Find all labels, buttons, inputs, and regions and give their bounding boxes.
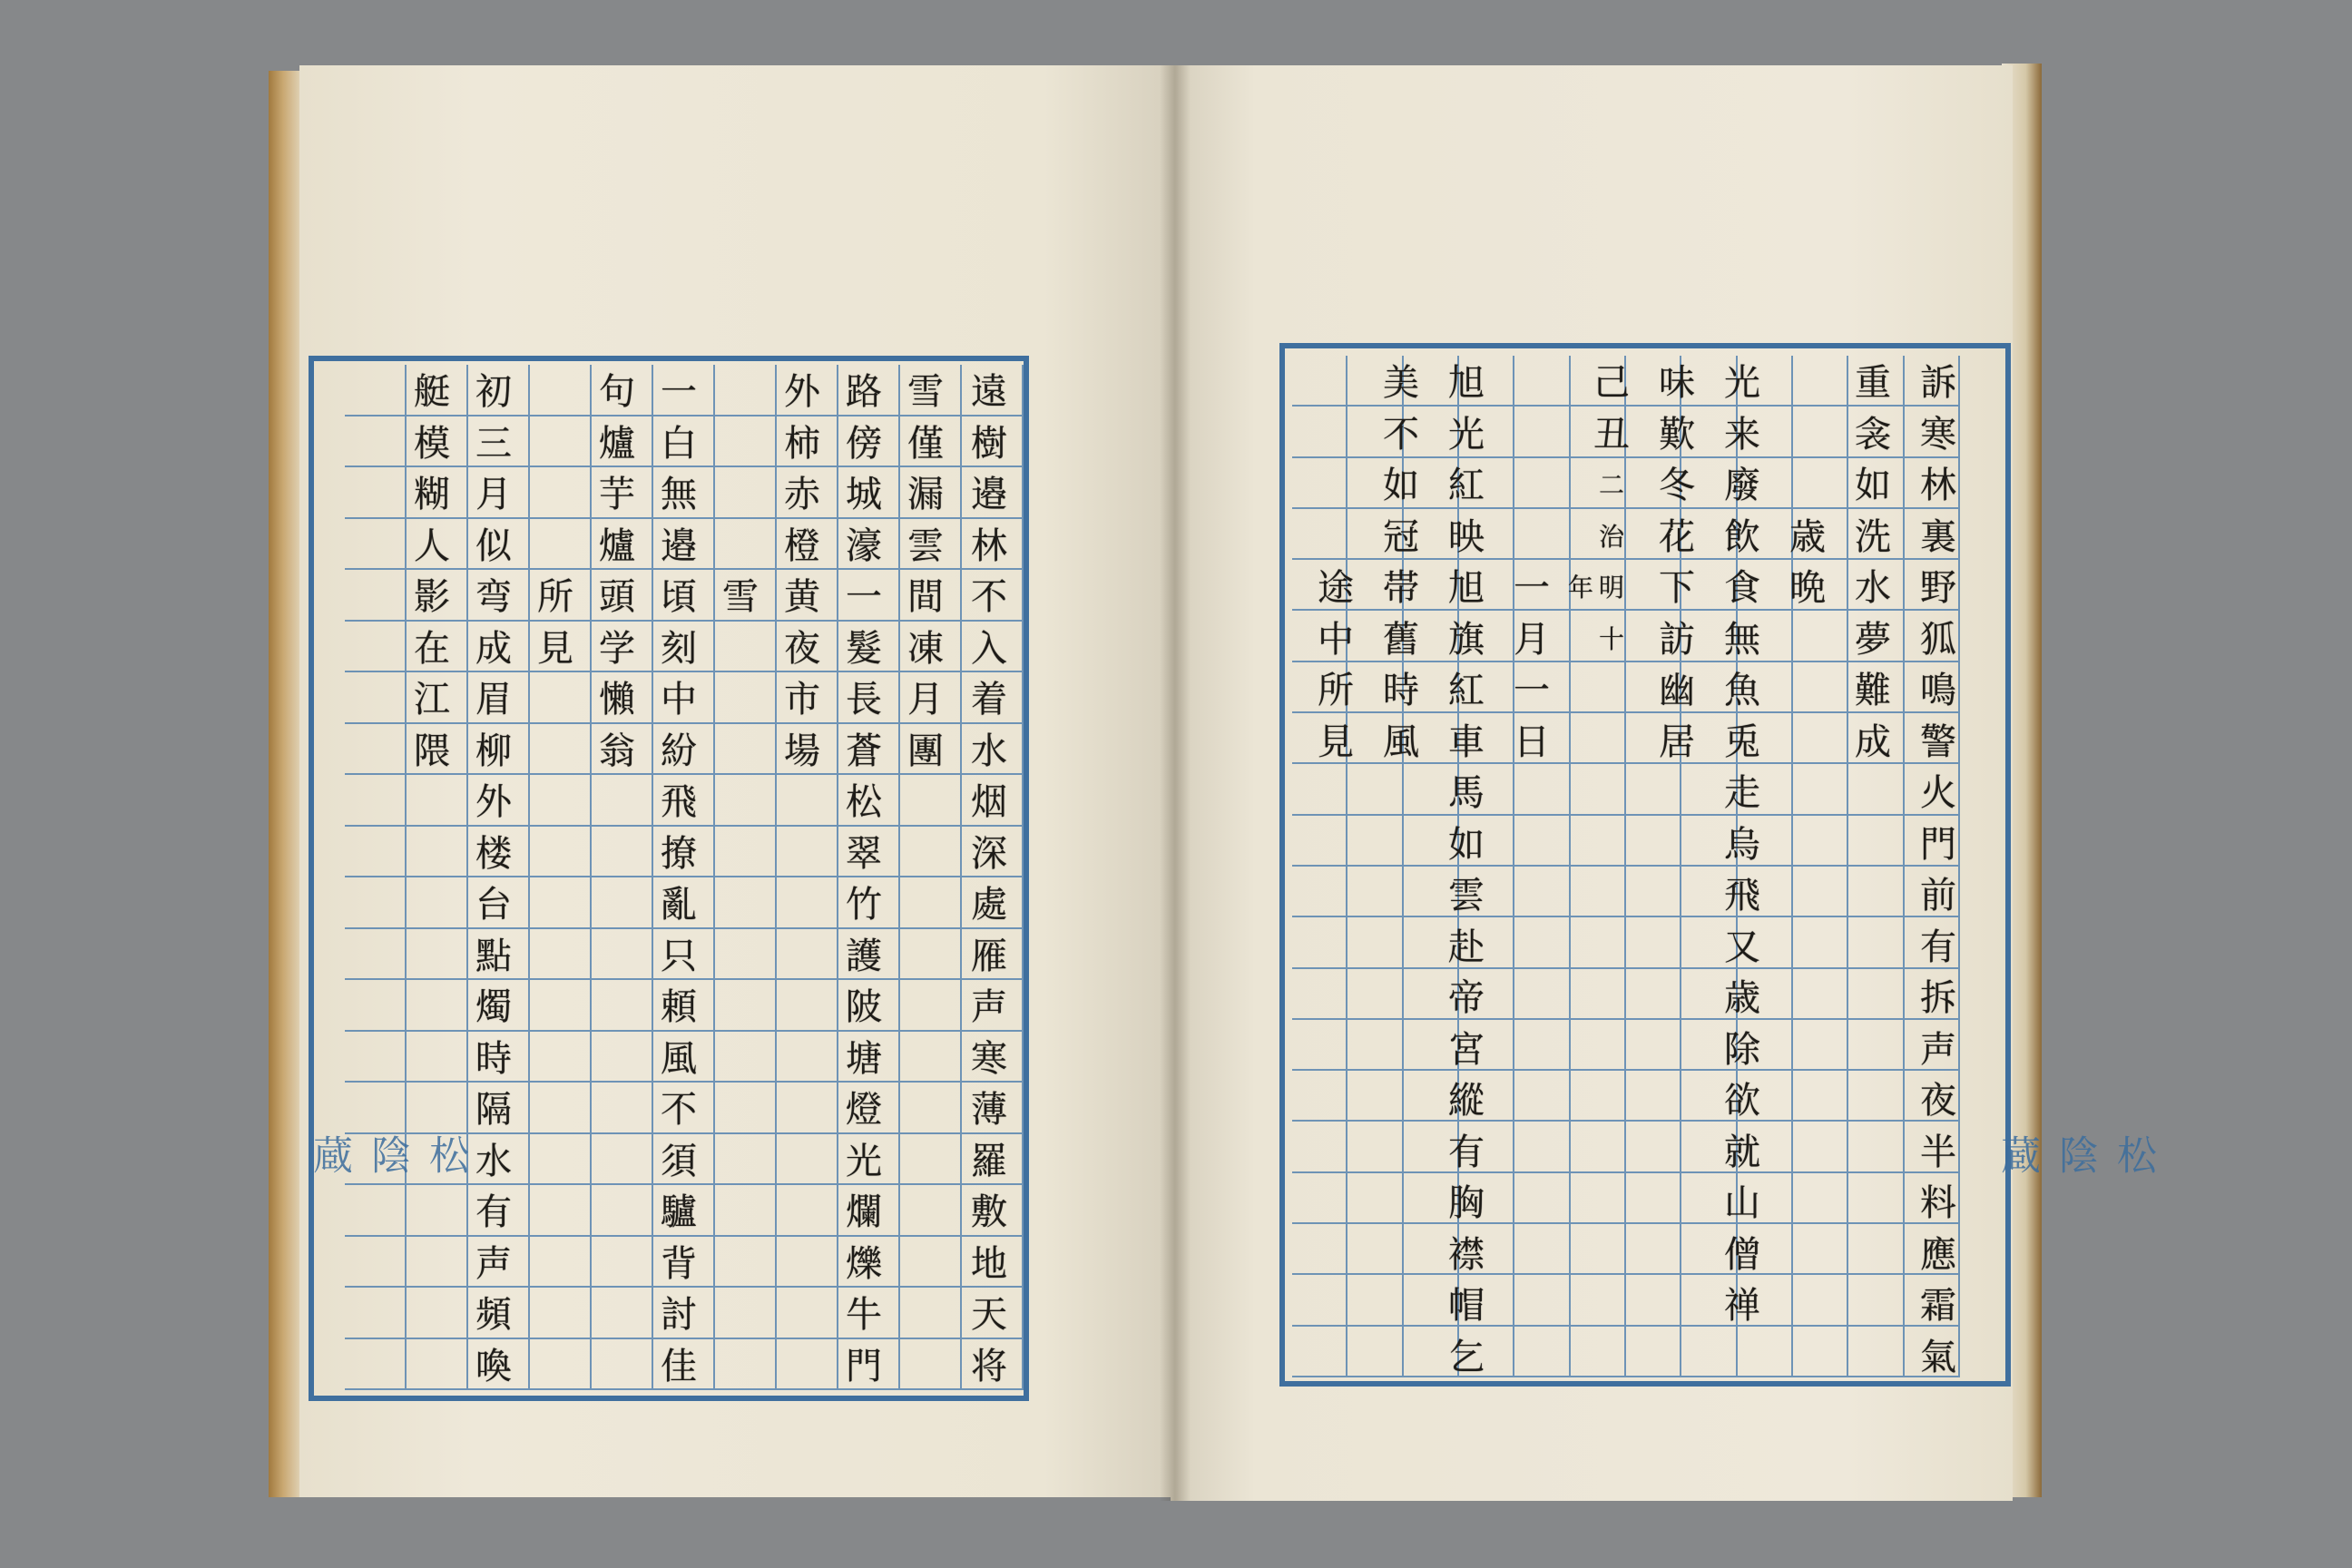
manuscript-character: 来 [1724, 413, 1760, 456]
manuscript-character: 成 [1855, 720, 1891, 763]
manuscript-character: 人 [414, 524, 450, 567]
manuscript-character: 難 [1855, 670, 1891, 711]
manuscript-character: 背 [661, 1242, 697, 1285]
left_page-column [534, 572, 577, 674]
manuscript-character: 魚 [1724, 670, 1760, 711]
left_page-column [410, 367, 454, 777]
manuscript-character: 馬 [1448, 772, 1485, 814]
manuscript-character: 途 [1318, 567, 1354, 609]
manuscript-character: 爐 [599, 422, 635, 465]
manuscript-character: 一 [1514, 670, 1550, 711]
manuscript-character: 凍 [907, 627, 944, 670]
manuscript-character: 帽 [1448, 1285, 1485, 1327]
manuscript-character: 日 [1514, 720, 1550, 763]
manuscript-character: 討 [661, 1294, 697, 1336]
manuscript-character: 縱 [1448, 1080, 1485, 1122]
manuscript-character: 雲 [1448, 875, 1485, 916]
manuscript-character: 柿 [784, 422, 820, 465]
manuscript-character: 声 [475, 1242, 512, 1285]
manuscript-character: 隔 [475, 1089, 512, 1131]
manuscript-character: 須 [661, 1140, 697, 1182]
manuscript-character: 江 [414, 679, 450, 720]
manuscript-character: 亂 [661, 884, 697, 926]
manuscript-character: 風 [661, 1037, 697, 1080]
manuscript-character: 入 [971, 627, 1007, 670]
left_page-column [472, 367, 515, 1392]
manuscript-character: 明 [1598, 573, 1624, 603]
manuscript-character: 飲 [1724, 515, 1760, 558]
manuscript-character: 所 [1318, 670, 1354, 711]
manuscript-character: 所 [537, 576, 573, 618]
manuscript-character: 爐 [599, 524, 635, 567]
manuscript-character: 市 [784, 679, 820, 720]
manuscript-character: 爍 [846, 1242, 882, 1285]
manuscript-character: 走 [1724, 772, 1760, 814]
manuscript-character: 宮 [1448, 1028, 1485, 1071]
manuscript-character: 頼 [661, 986, 697, 1028]
manuscript-character: 見 [537, 627, 573, 670]
manuscript-character: 三 [475, 422, 512, 465]
manuscript-character: 地 [971, 1242, 1007, 1285]
manuscript-character: 年 [1567, 573, 1593, 603]
manuscript-character: 佳 [661, 1345, 697, 1387]
manuscript-character: 狐 [1920, 618, 1956, 661]
manuscript-character: 糊 [414, 474, 450, 515]
manuscript-character: 橙 [784, 524, 820, 567]
manuscript-character: 帝 [1448, 977, 1485, 1019]
manuscript-character: 深 [971, 832, 1007, 875]
manuscript-character: 旭 [1448, 567, 1485, 609]
manuscript-character: 雁 [971, 935, 1007, 977]
manuscript-character: 路 [846, 371, 882, 413]
manuscript-character: 黄 [784, 576, 820, 618]
manuscript-character: 水 [971, 730, 1007, 772]
manuscript-character: 光 [846, 1140, 882, 1182]
manuscript-character: 眉 [475, 679, 512, 720]
manuscript-character: 乞 [1448, 1336, 1485, 1378]
manuscript-character: 旭 [1448, 362, 1485, 404]
manuscript-character: 風 [1383, 720, 1419, 763]
manuscript-character: 弯 [475, 576, 512, 618]
manuscript-character: 似 [475, 524, 512, 567]
manuscript-character: 月 [907, 679, 944, 720]
manuscript-character: 遠 [971, 371, 1007, 413]
manuscript-character: 雪 [722, 576, 759, 618]
manuscript-character: 水 [475, 1140, 512, 1182]
manuscript-character: 敷 [971, 1191, 1007, 1233]
manuscript-character: 不 [661, 1089, 697, 1131]
right-margin-note: 松陰蔵 [1994, 1134, 2156, 1174]
manuscript-character: 一 [846, 576, 882, 618]
manuscript-character: 爛 [846, 1191, 882, 1233]
right_page-column [1590, 358, 1633, 460]
manuscript-character: 場 [784, 730, 820, 772]
manuscript-character: 門 [1920, 823, 1956, 866]
manuscript-character: 洗 [1855, 515, 1891, 558]
right_page-column [1445, 358, 1488, 1383]
manuscript-character: 在 [414, 627, 450, 670]
manuscript-character: 台 [475, 884, 512, 926]
manuscript-character: 晩 [1789, 567, 1826, 609]
manuscript-character: 門 [846, 1345, 882, 1387]
manuscript-character: 氣 [1920, 1336, 1956, 1378]
manuscript-character: 禅 [1724, 1285, 1760, 1327]
manuscript-character: 欲 [1724, 1080, 1760, 1122]
manuscript-character: 僧 [1724, 1233, 1760, 1276]
manuscript-character: 時 [1383, 670, 1419, 711]
manuscript-character: 映 [1448, 515, 1485, 558]
manuscript-character: 夢 [1855, 618, 1891, 661]
manuscript-character: 塘 [846, 1037, 882, 1080]
manuscript-character: 霜 [1920, 1285, 1956, 1327]
manuscript-character: 陂 [846, 986, 882, 1028]
manuscript-character: 己 [1593, 362, 1630, 404]
manuscript-character: 團 [907, 730, 944, 772]
manuscript-character: 隈 [414, 730, 450, 772]
manuscript-character: 燈 [846, 1089, 882, 1131]
manuscript-character: 撩 [661, 832, 697, 875]
manuscript-character: 漏 [907, 474, 944, 515]
manuscript-character: 胸 [1448, 1182, 1485, 1224]
manuscript-character: 月 [475, 474, 512, 515]
manuscript-character: 應 [1920, 1233, 1956, 1276]
left-margin-note: 松陰蔵 [306, 1134, 468, 1174]
manuscript-character: 十 [1598, 623, 1624, 654]
manuscript-character: 喚 [475, 1345, 512, 1387]
manuscript-character: 着 [971, 679, 1007, 720]
manuscript-character: 薄 [971, 1089, 1007, 1131]
manuscript-character: 火 [1920, 772, 1956, 814]
manuscript-character: 成 [475, 627, 512, 670]
manuscript-character: 冬 [1659, 465, 1695, 506]
manuscript-character: 林 [971, 524, 1007, 567]
manuscript-character: 燭 [475, 986, 512, 1028]
manuscript-character: 訪 [1659, 618, 1695, 661]
manuscript-character: 松 [846, 781, 882, 823]
manuscript-character: 赤 [784, 474, 820, 515]
manuscript-character: 帯 [1383, 567, 1419, 609]
manuscript-character: 車 [1448, 720, 1485, 763]
manuscript-character: 中 [1318, 618, 1354, 661]
manuscript-character: 林 [1920, 465, 1956, 506]
manuscript-character: 声 [971, 986, 1007, 1028]
manuscript-character: 樹 [971, 422, 1007, 465]
right_page-column [1655, 358, 1699, 768]
manuscript-character: 牛 [846, 1294, 882, 1336]
manuscript-character: 冠 [1383, 515, 1419, 558]
manuscript-character: 味 [1659, 362, 1695, 404]
left_page-column [595, 367, 639, 777]
manuscript-character: 訴 [1920, 362, 1956, 404]
manuscript-character: 柳 [475, 730, 512, 772]
manuscript-character: 間 [907, 576, 944, 618]
manuscript-character: 衾 [1855, 413, 1891, 456]
manuscript-character: 烟 [971, 781, 1007, 823]
manuscript-character: 頭 [599, 576, 635, 618]
manuscript-character: 護 [846, 935, 882, 977]
manuscript-character: 頃 [661, 576, 697, 618]
manuscript-character: 紛 [661, 730, 697, 772]
manuscript-character: 水 [1855, 567, 1891, 609]
manuscript-character: 不 [971, 576, 1007, 618]
manuscript-character: 半 [1920, 1131, 1956, 1173]
manuscript-character: 無 [661, 474, 697, 515]
right_page-column [1510, 563, 1553, 768]
manuscript-character: 如 [1855, 465, 1891, 506]
manuscript-character: 處 [971, 884, 1007, 926]
manuscript-character: 刻 [661, 627, 697, 670]
left_page-column [719, 572, 762, 623]
manuscript-character: 襟 [1448, 1233, 1485, 1276]
right_page-column [1720, 358, 1764, 1332]
manuscript-character: 歳 [1724, 977, 1760, 1019]
manuscript-character: 鳴 [1920, 670, 1956, 711]
left_page-column [967, 367, 1011, 1392]
manuscript-character: 懶 [599, 679, 635, 720]
manuscript-character: 歳 [1789, 515, 1826, 558]
manuscript-character: 翠 [846, 832, 882, 875]
manuscript-character: 拆 [1920, 977, 1956, 1019]
manuscript-character: 寒 [1920, 413, 1956, 456]
manuscript-character: 兎 [1724, 720, 1760, 763]
manuscript-character: 城 [846, 474, 882, 515]
manuscript-character: 見 [1318, 720, 1354, 763]
manuscript-character: 一 [1514, 567, 1550, 609]
manuscript-character: 天 [971, 1294, 1007, 1336]
manuscript-character: 幽 [1659, 670, 1695, 711]
manuscript-character: 初 [475, 371, 512, 413]
right_page-column [1851, 358, 1895, 768]
right_page-column [1379, 358, 1423, 768]
manuscript-character: 光 [1724, 362, 1760, 404]
manuscript-character: 料 [1920, 1182, 1956, 1224]
manuscript-character: 如 [1383, 465, 1419, 506]
manuscript-character: 美 [1383, 362, 1419, 404]
manuscript-character: 前 [1920, 875, 1956, 916]
manuscript-character: 赴 [1448, 926, 1485, 968]
manuscript-character: 竹 [846, 884, 882, 926]
manuscript-character: 下 [1659, 567, 1695, 609]
manuscript-character: 有 [475, 1191, 512, 1233]
manuscript-character: 食 [1724, 567, 1760, 609]
book-gutter [1160, 65, 1191, 1501]
right_page-column [1916, 358, 1960, 1383]
manuscript-character: 邉 [971, 474, 1007, 515]
manuscript-character: 居 [1659, 720, 1695, 763]
manuscript-character: 野 [1920, 567, 1956, 609]
right_page-column [1314, 563, 1357, 768]
manuscript-character: 二 [1598, 470, 1624, 500]
manuscript-character: 就 [1724, 1131, 1760, 1173]
right_page-column [1559, 563, 1602, 614]
manuscript-character: 如 [1448, 823, 1485, 866]
manuscript-character: 僅 [907, 422, 944, 465]
manuscript-character: 雪 [907, 371, 944, 413]
manuscript-character: 紅 [1448, 465, 1485, 506]
manuscript-character: 夜 [1920, 1080, 1956, 1122]
manuscript-character: 楼 [475, 832, 512, 875]
manuscript-character: 烏 [1724, 823, 1760, 866]
manuscript-character: 有 [1920, 926, 1956, 968]
manuscript-character: 声 [1920, 1028, 1956, 1071]
manuscript-character: 邉 [661, 524, 697, 567]
manuscript-character: 歎 [1659, 413, 1695, 456]
manuscript-character: 中 [661, 679, 697, 720]
manuscript-character: 模 [414, 422, 450, 465]
manuscript-character: 髮 [846, 627, 882, 670]
manuscript-character: 無 [1724, 618, 1760, 661]
manuscript-character: 艇 [414, 371, 450, 413]
manuscript-character: 飛 [1724, 875, 1760, 916]
manuscript-character: 傍 [846, 422, 882, 465]
manuscript-character: 頻 [475, 1294, 512, 1336]
manuscript-character: 只 [661, 935, 697, 977]
manuscript-character: 句 [599, 371, 635, 413]
manuscript-character: 翁 [599, 730, 635, 772]
manuscript-character: 舊 [1383, 618, 1419, 661]
manuscript-character: 驢 [661, 1191, 697, 1233]
manuscript-character: 芋 [599, 474, 635, 515]
left_page-column [904, 367, 947, 777]
manuscript-character: 裏 [1920, 515, 1956, 558]
manuscript-character: 蒼 [846, 730, 882, 772]
manuscript-character: 学 [599, 627, 635, 670]
manuscript-character: 月 [1514, 618, 1550, 661]
right_page-column [1786, 512, 1829, 614]
manuscript-character: 花 [1659, 515, 1695, 558]
manuscript-character: 将 [971, 1345, 1007, 1387]
manuscript-character: 不 [1383, 413, 1419, 456]
manuscript-character: 濠 [846, 524, 882, 567]
manuscript-character: 又 [1724, 926, 1760, 968]
manuscript-character: 紅 [1448, 670, 1485, 711]
manuscript-character: 點 [475, 935, 512, 977]
manuscript-character: 長 [846, 679, 882, 720]
manuscript-character: 重 [1855, 362, 1891, 404]
left_page-column [657, 367, 701, 1392]
manuscript-character: 時 [475, 1037, 512, 1080]
manuscript-character: 光 [1448, 413, 1485, 456]
manuscript-character: 影 [414, 576, 450, 618]
manuscript-character: 飛 [661, 781, 697, 823]
manuscript-character: 有 [1448, 1131, 1485, 1173]
manuscript-character: 山 [1724, 1182, 1760, 1224]
manuscript-character: 外 [784, 371, 820, 413]
manuscript-character: 夜 [784, 627, 820, 670]
manuscript-character: 治 [1598, 521, 1624, 552]
left_page-column [780, 367, 824, 777]
manuscript-character: 廢 [1724, 465, 1760, 506]
manuscript-character: 寒 [971, 1037, 1007, 1080]
manuscript-character: 一 [661, 371, 697, 413]
manuscript-character: 警 [1920, 720, 1956, 763]
manuscript-character: 除 [1724, 1028, 1760, 1071]
left_page-column [842, 367, 886, 1392]
manuscript-character: 羅 [971, 1140, 1007, 1182]
manuscript-character: 白 [661, 422, 697, 465]
manuscript-character: 旗 [1448, 618, 1485, 661]
manuscript-character: 雲 [907, 524, 944, 567]
manuscript-character: 丑 [1593, 413, 1630, 456]
manuscript-character: 外 [475, 781, 512, 823]
